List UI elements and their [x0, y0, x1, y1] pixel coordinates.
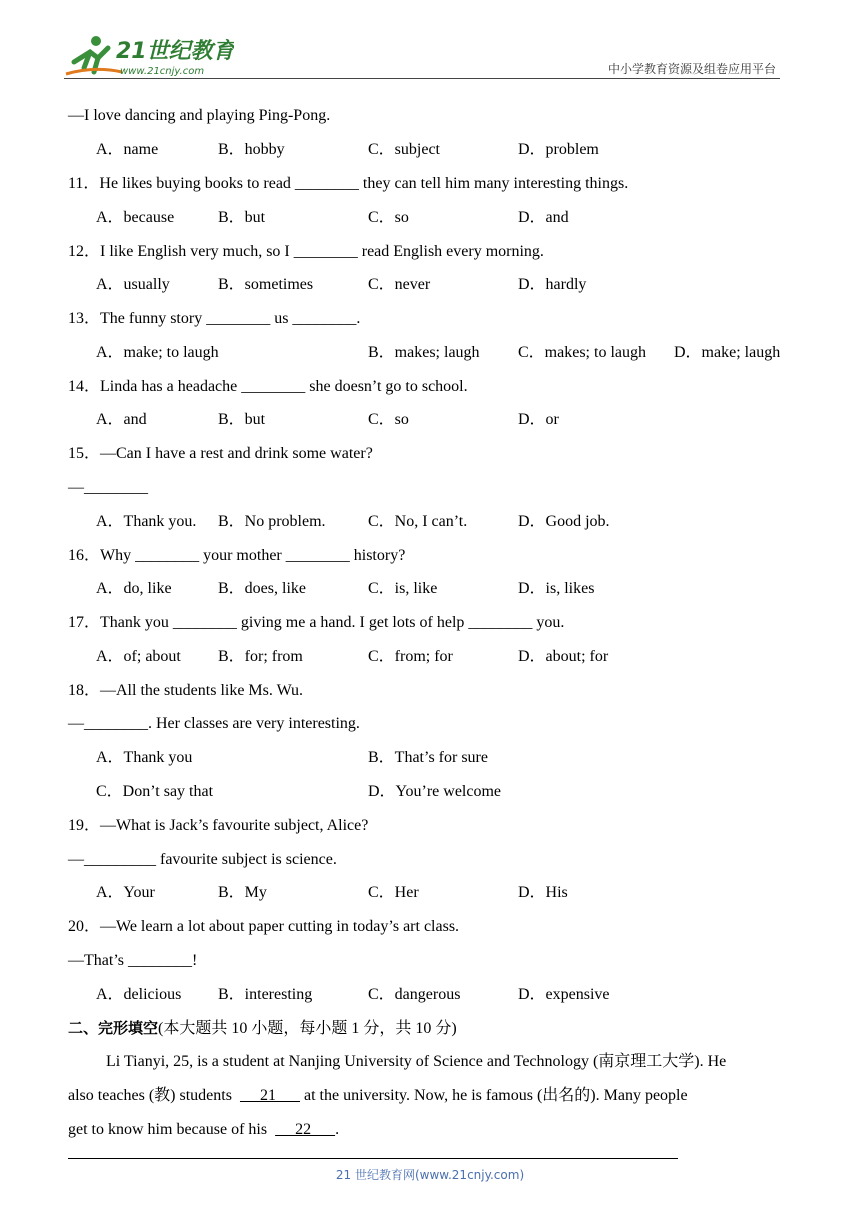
q19-stem: 19．—What is Jack’s favourite subject, Alice?: [68, 817, 369, 834]
q20-response-line: —That’s ________!: [68, 952, 198, 969]
q11-stem: 11．He likes buying books to read ________ they can tell him many interesting things.: [68, 175, 629, 192]
q18-stem: 18．—All the students like Ms. Wu.: [68, 682, 304, 699]
svg-text:21世纪教育: 21世纪教育: [116, 39, 234, 64]
option-c: C．so: [368, 411, 409, 428]
q14-stem: 14．Linda has a headache ________ she doesn’t go to school.: [68, 378, 468, 395]
q19-response-line: —_________ favourite subject is science.: [68, 851, 337, 868]
q13-stem: 13．The funny story ________ us ________.: [68, 310, 361, 327]
option-c: C．Her: [368, 884, 419, 901]
option-d: D．is, likes: [518, 580, 595, 597]
q12-stem: 12．I like English very much, so I ________ read English every morning.: [68, 243, 544, 260]
option-b: B．That’s for sure: [368, 749, 488, 766]
passage-line-2: [68, 1086, 688, 1106]
option-a: A．delicious: [96, 986, 182, 1003]
q17-stem: 17．Thank you ________ giving me a hand. I get lots of help ________ you.: [68, 614, 565, 631]
page-footer: 21 世纪教育网(www.21cnjy.com): [335, 1168, 525, 1182]
option-b: B．sometimes: [218, 276, 314, 293]
option-b: B．does, like: [218, 580, 306, 597]
option-b: B．makes; laugh: [368, 344, 480, 361]
site-logo: [64, 32, 234, 80]
q15-response-line: —________: [68, 479, 148, 496]
option-b: B．but: [218, 411, 266, 428]
q16-stem: 16．Why ________ your mother ________ history?: [68, 547, 406, 564]
option-b: B．My: [218, 884, 267, 901]
option-c: C．from; for: [368, 648, 453, 665]
page-header: [0, 0, 860, 90]
option-b: B．for; from: [218, 648, 303, 665]
option-c: C．so: [368, 209, 409, 226]
option-c: C．never: [368, 276, 431, 293]
passage-text: also teaches (教) students: [68, 1087, 236, 1104]
svg-text:www.21cnjy.com: www.21cnjy.com: [120, 66, 205, 77]
option-d: D．His: [518, 884, 568, 901]
section-title: 二、完形填空: [68, 1019, 159, 1037]
option-b: B．No problem.: [218, 513, 326, 530]
option-d: D．hardly: [518, 276, 587, 293]
header-divider: [64, 78, 780, 79]
option-a: A．do, like: [96, 580, 172, 597]
option-c: C．subject: [368, 141, 440, 158]
runner-icon: [66, 36, 122, 74]
q20-stem: 20．—We learn a lot about paper cutting in today’s art class.: [68, 918, 460, 935]
option-c: C．makes; to laugh: [518, 344, 646, 361]
section-heading: [68, 1018, 457, 1038]
option-d: D．or: [518, 411, 559, 428]
option-a: A．make; to laugh: [96, 344, 219, 361]
q10-answer-line: —I love dancing and playing Ping-Pong.: [68, 107, 331, 124]
option-a: A．name: [96, 141, 159, 158]
blank-21: 21: [239, 1087, 300, 1104]
passage-text: get to know him because of his: [68, 1121, 272, 1138]
section-note: (本大题共 10 小题，每小题 1 分，共 10 分): [158, 1020, 457, 1037]
option-a: A．Thank you.: [96, 513, 197, 530]
option-d: D．Good job.: [518, 513, 610, 530]
passage-text: at the university. Now, he is famous (出名的). Many people: [299, 1087, 688, 1104]
option-d: D．make; laugh: [674, 344, 781, 361]
option-b: B．interesting: [218, 986, 313, 1003]
option-a: A．because: [96, 209, 175, 226]
option-a: A．usually: [96, 276, 170, 293]
option-d: D．expensive: [518, 986, 610, 1003]
option-c: C．No, I can’t.: [368, 513, 468, 530]
passage-text: .: [335, 1121, 340, 1138]
passage-line-3: [68, 1120, 339, 1140]
option-d: D．problem: [518, 141, 599, 158]
q18-response-line: —________. Her classes are very interesting.: [68, 715, 360, 732]
q15-stem: 15．—Can I have a rest and drink some water?: [68, 445, 373, 462]
option-a: A．and: [96, 411, 147, 428]
option-d: D．and: [518, 209, 569, 226]
passage-line-1: Li Tianyi, 25, is a student at Nanjing University of Science and Technology (南京理工大学). He: [106, 1053, 727, 1070]
footer-divider: [68, 1158, 678, 1159]
header-platform-text: 中小学教育资源及组卷应用平台: [607, 62, 776, 76]
option-d: D．about; for: [518, 648, 609, 665]
option-b: B．hobby: [218, 141, 285, 158]
option-c: C．is, like: [368, 580, 438, 597]
option-c: C．Don’t say that: [96, 783, 214, 800]
option-d: D．You’re welcome: [368, 783, 502, 800]
option-a: A．of; about: [96, 648, 181, 665]
option-c: C．dangerous: [368, 986, 461, 1003]
option-a: A．Thank you: [96, 749, 193, 766]
option-a: A．Your: [96, 884, 155, 901]
option-b: B．but: [218, 209, 266, 226]
blank-22: 22: [275, 1121, 336, 1138]
